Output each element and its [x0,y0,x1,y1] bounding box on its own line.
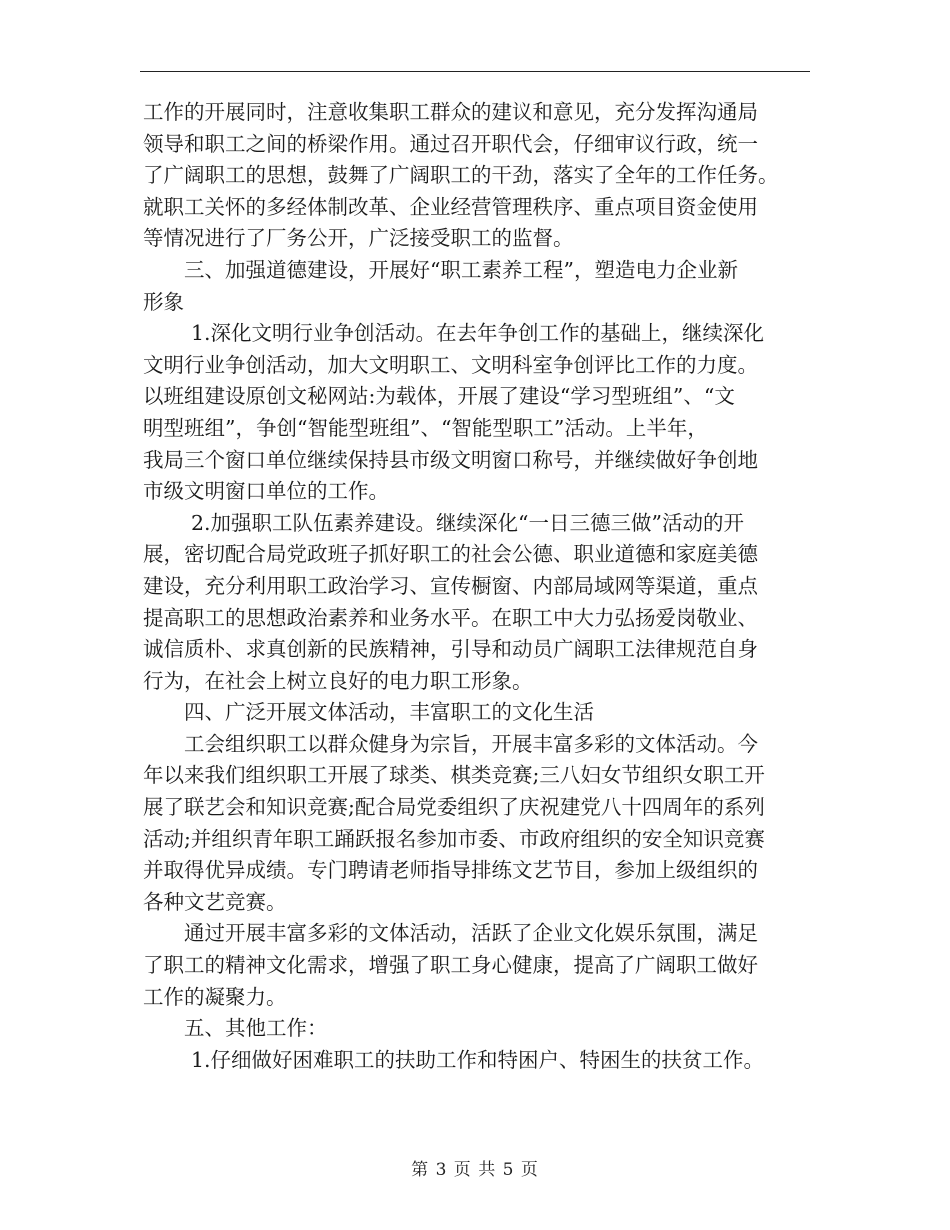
text-line: 展了联艺会和知识竞赛;配合局党委组织了庆祝建党八十四周年的系列 [143,795,765,820]
text-line: 1.深化文明行业争创活动。在去年争创工作的基础上，继续深化 [191,321,765,346]
text-line: 就职工关怀的多经体制改革、企业经营管理秩序、重点项目资金使用 [143,194,758,219]
page-number: 第 3 页 共 5 页 [411,1160,539,1180]
text-line: 以班组建设原创文秘网站:为载体，开展了建设“学习型班组”、“文 [143,384,735,409]
text-line: 明型班组”，争创“智能型班组”、“智能型职工”活动。上半年， [143,415,708,440]
text-line: 2.加强职工队伍素养建设。继续深化“一日三德三做”活动的开 [191,510,745,535]
text-line: 工会组织职工以群众健身为宗旨，开展丰富多彩的文体活动。今 [184,731,758,756]
text-line: 工作的凝聚力。 [143,984,287,1009]
text-line: 三、加强道德建设，开展好“职工素养工程”，塑造电力企业新 [184,257,738,282]
text-line: 文明行业争创活动，加大文明职工、文明科室争创评比工作的力度。 [143,352,758,377]
text-line: 各种文艺竞赛。 [143,889,287,914]
document-body [143,97,813,1076]
text-line: 诚信质朴、求真创新的民族精神，引导和动员广阔职工法律规范自身 [143,637,758,662]
text-line: 等情况进行了厂务公开，广泛接受职工的监督。 [143,226,574,251]
text-line: 活动;并组织青年职工踊跃报名参加市委、市政府组织的安全知识竞赛 [143,826,765,851]
header-rule [140,71,810,72]
text-line: 了职工的精神文化需求，增强了职工身心健康，提高了广阔职工做好 [143,953,758,978]
text-line: 形象 [143,289,184,314]
text-line: 工作的开展同时，注意收集职工群众的建议和意见，充分发挥沟通局 [143,100,758,124]
text-line: 展，密切配合局党政班子抓好职工的社会公德、职业道德和家庭美德 [143,542,758,567]
text-line: 建设，充分利用职工政治学习、宣传橱窗、内部局域网等渠道，重点 [143,573,758,598]
text-line: 市级文明窗口单位的工作。 [143,479,389,504]
text-line: 五、其他工作： [184,1016,328,1041]
text-line: 行为，在社会上树立良好的电力职工形象。 [143,668,533,693]
text-line: 提高职工的思想政治素养和业务水平。在职工中大力弘扬爱岗敬业、 [143,605,758,630]
text-line: 了广阔职工的思想，鼓舞了广阔职工的干劲，落实了全年的工作任务。 [143,163,779,188]
text-line: 1.仔细做好困难职工的扶助工作和特困户、特困生的扶贫工作。 [191,1047,765,1072]
text-line: 四、广泛开展文体活动，丰富职工的文化生活 [184,700,594,725]
text-line: 领导和职工之间的桥梁作用。通过召开职代会，仔细审议行政，统一 [143,131,758,156]
text-line: 并取得优异成绩。专门聘请老师指导排练文艺节目，参加上级组织的 [143,858,758,883]
text-line: 年以来我们组织职工开展了球类、棋类竞赛;三八妇女节组织女职工开 [143,763,765,788]
text-line: 我局三个窗口单位继续保持县市级文明窗口称号，并继续做好争创地 [143,447,758,472]
text-line: 通过开展丰富多彩的文体活动，活跃了企业文化娱乐氛围，满足 [184,921,758,946]
